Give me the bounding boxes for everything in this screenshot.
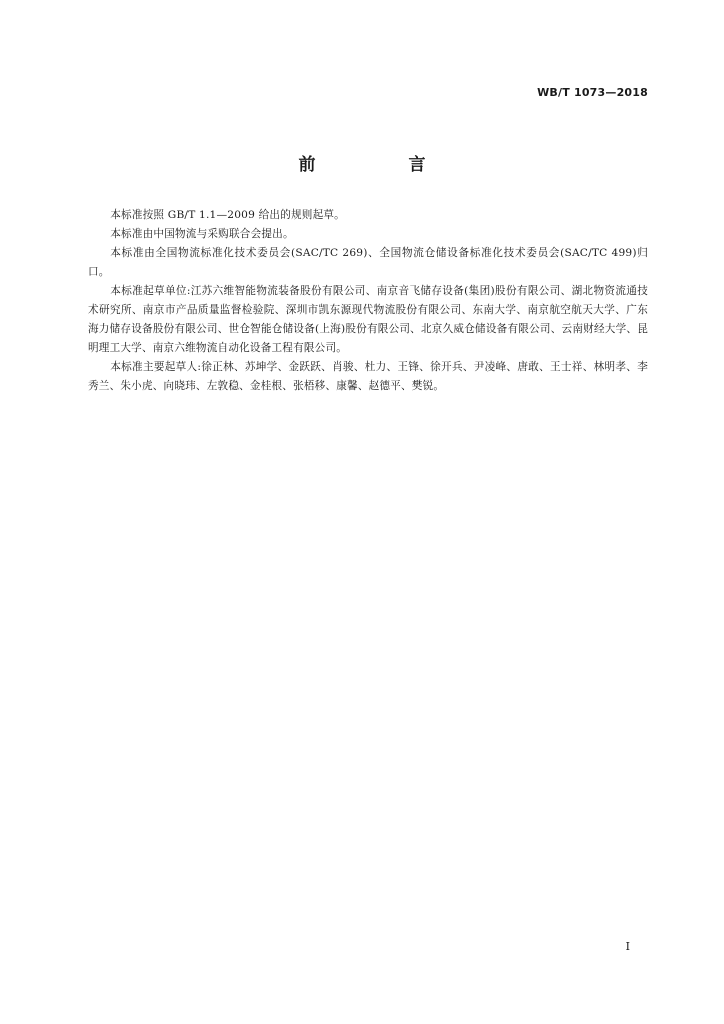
- page-title: 前 言: [298, 155, 464, 175]
- standard-code: WB/T 1073—2018: [537, 86, 648, 99]
- paragraph-drafting-units: 本标准起草单位:江苏六维智能物流装备股份有限公司、南京音飞储存设备(集团)股份有限公司、湖北物资流通技术研究所、南京市产品质量监督检验院、深圳市凯东源现代物流股份有限公司、东南大学、南京航空航天大学、广东海力储存设备股份有限公司、世仓智能仓储设备(上海)股份有限公司、北京久威仓储设备有限公司、云南财经大学、昆明理工大学、南京六维物流自动化设备工程有限公司。: [88, 285, 648, 354]
- page-number: I: [625, 940, 630, 953]
- paragraph-main-drafters: 本标准主要起草人:徐正林、苏坤学、金跃跃、肖骏、杜力、王锋、徐开兵、尹凌峰、唐敢、王士祥、林明孝、李秀兰、朱小虎、向晓玮、左敦稳、金桂根、张梧移、康馨、赵德平、樊锐。: [88, 361, 648, 392]
- paragraph-drafting-rules: 本标准按照 GB/T 1.1—2009 给出的规则起草。: [110, 209, 345, 221]
- paragraph-technical-committee: 本标准由全国物流标准化技术委员会(SAC/TC 269)、全国物流仓储设备标准化技术委员会(SAC/TC 499)归口。: [88, 247, 648, 278]
- foreword-body: [88, 206, 648, 396]
- paragraph-proposer: 本标准由中国物流与采购联合会提出。: [110, 228, 294, 240]
